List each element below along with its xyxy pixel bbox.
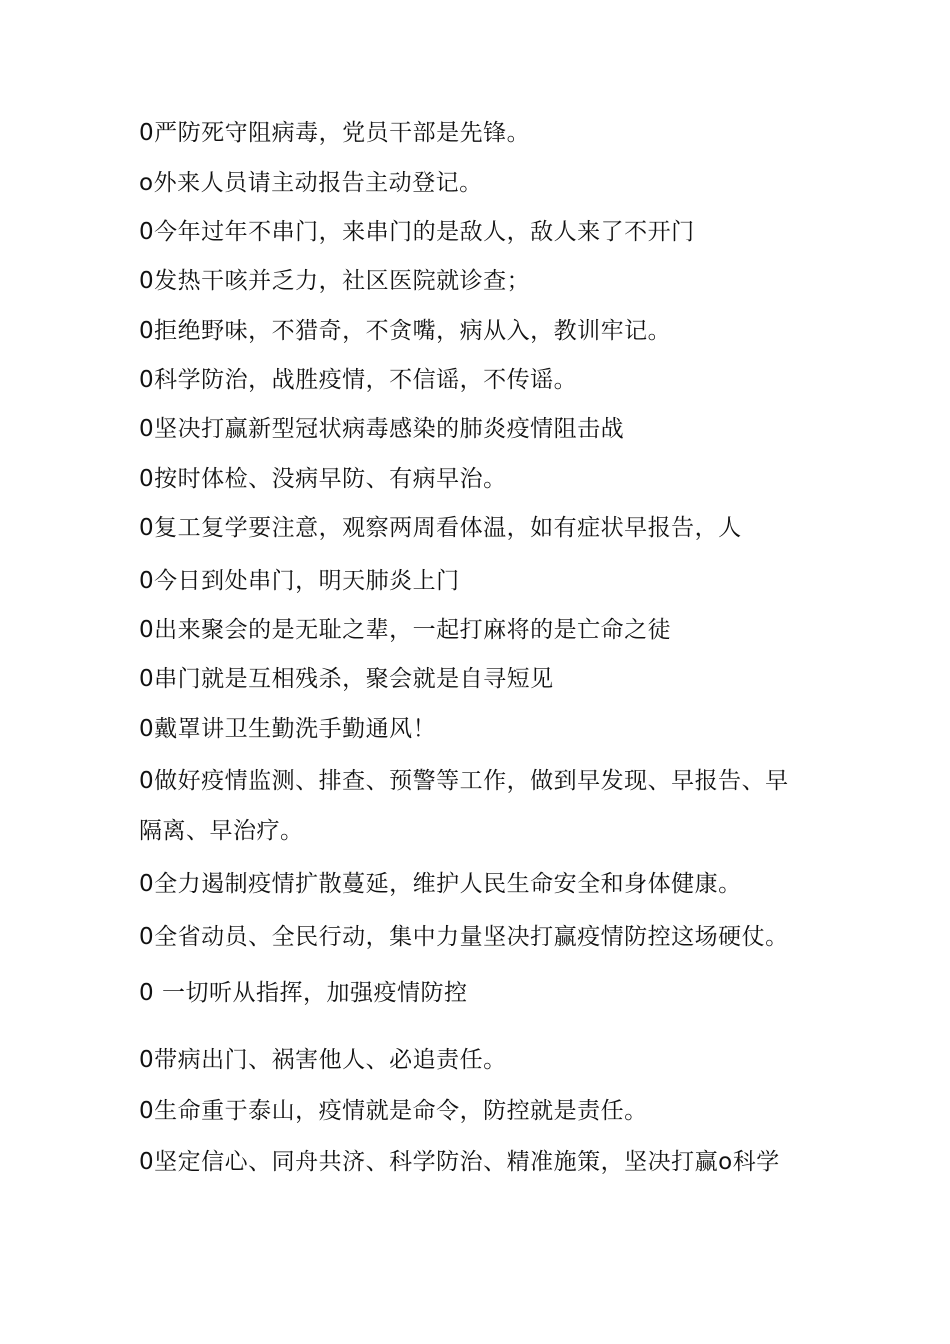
slogan-line-10: 0今日到处串门，明天肺炎上门 bbox=[139, 568, 460, 594]
slogan-line-16: 0全省动员、全民行动，集中力量坚决打赢疫情防控这场硬仗。 bbox=[139, 924, 789, 950]
slogan-line-12: 0串门就是互相残杀，聚会就是自寻短见 bbox=[139, 666, 554, 692]
slogan-line-14: 0做好疫情监测、排查、预警等工作，做到早发现、早报告、早 bbox=[139, 768, 789, 794]
slogan-line-15: 0全力遏制疫情扩散蔓延，维护人民生命安全和身体健康。 bbox=[139, 871, 742, 897]
slogan-line-14-continuation: 隔离、早治疗。 bbox=[139, 818, 304, 844]
slogan-line-7: 0坚决打赢新型冠状病毒感染的肺炎疫情阻击战 bbox=[139, 416, 625, 442]
slogan-line-19: 0生命重于泰山，疫情就是命令，防控就是责任。 bbox=[139, 1098, 648, 1124]
slogan-line-13: 0戴罩讲卫生勤洗手勤通风！ bbox=[139, 716, 437, 742]
slogan-line-3: 0今年过年不串门，来串门的是敌人，敌人来了不开门 bbox=[139, 219, 695, 245]
slogan-line-8: 0按时体检、没病早防、有病早治。 bbox=[139, 466, 507, 492]
slogan-line-6: 0科学防治，战胜疫情，不信谣，不传谣。 bbox=[139, 367, 578, 393]
slogan-line-1: 0严防死守阻病毒，党员干部是先锋。 bbox=[139, 120, 531, 146]
slogan-line-5: 0拒绝野味，不猎奇，不贪嘴，病从入，教训牢记。 bbox=[139, 318, 672, 344]
slogan-line-11: 0出来聚会的是无耻之辈，一起打麻将的是亡命之徒 bbox=[139, 617, 672, 643]
slogan-line-9: 0复工复学要注意，观察两周看体温，如有症状早报告，人 bbox=[139, 515, 742, 541]
slogan-line-2: o外来人员请主动报告主动登记。 bbox=[139, 170, 483, 196]
slogan-line-4: 0发热干咳并乏力，社区医院就诊查； bbox=[139, 268, 531, 294]
slogan-line-17: 0 一切听从指挥，加强疫情防控 bbox=[139, 980, 468, 1006]
slogan-line-18: 0带病出门、祸害他人、必追责任。 bbox=[139, 1047, 507, 1073]
slogan-line-20: 0坚定信心、同舟共济、科学防治、精准施策，坚决打赢o科学 bbox=[139, 1149, 780, 1175]
